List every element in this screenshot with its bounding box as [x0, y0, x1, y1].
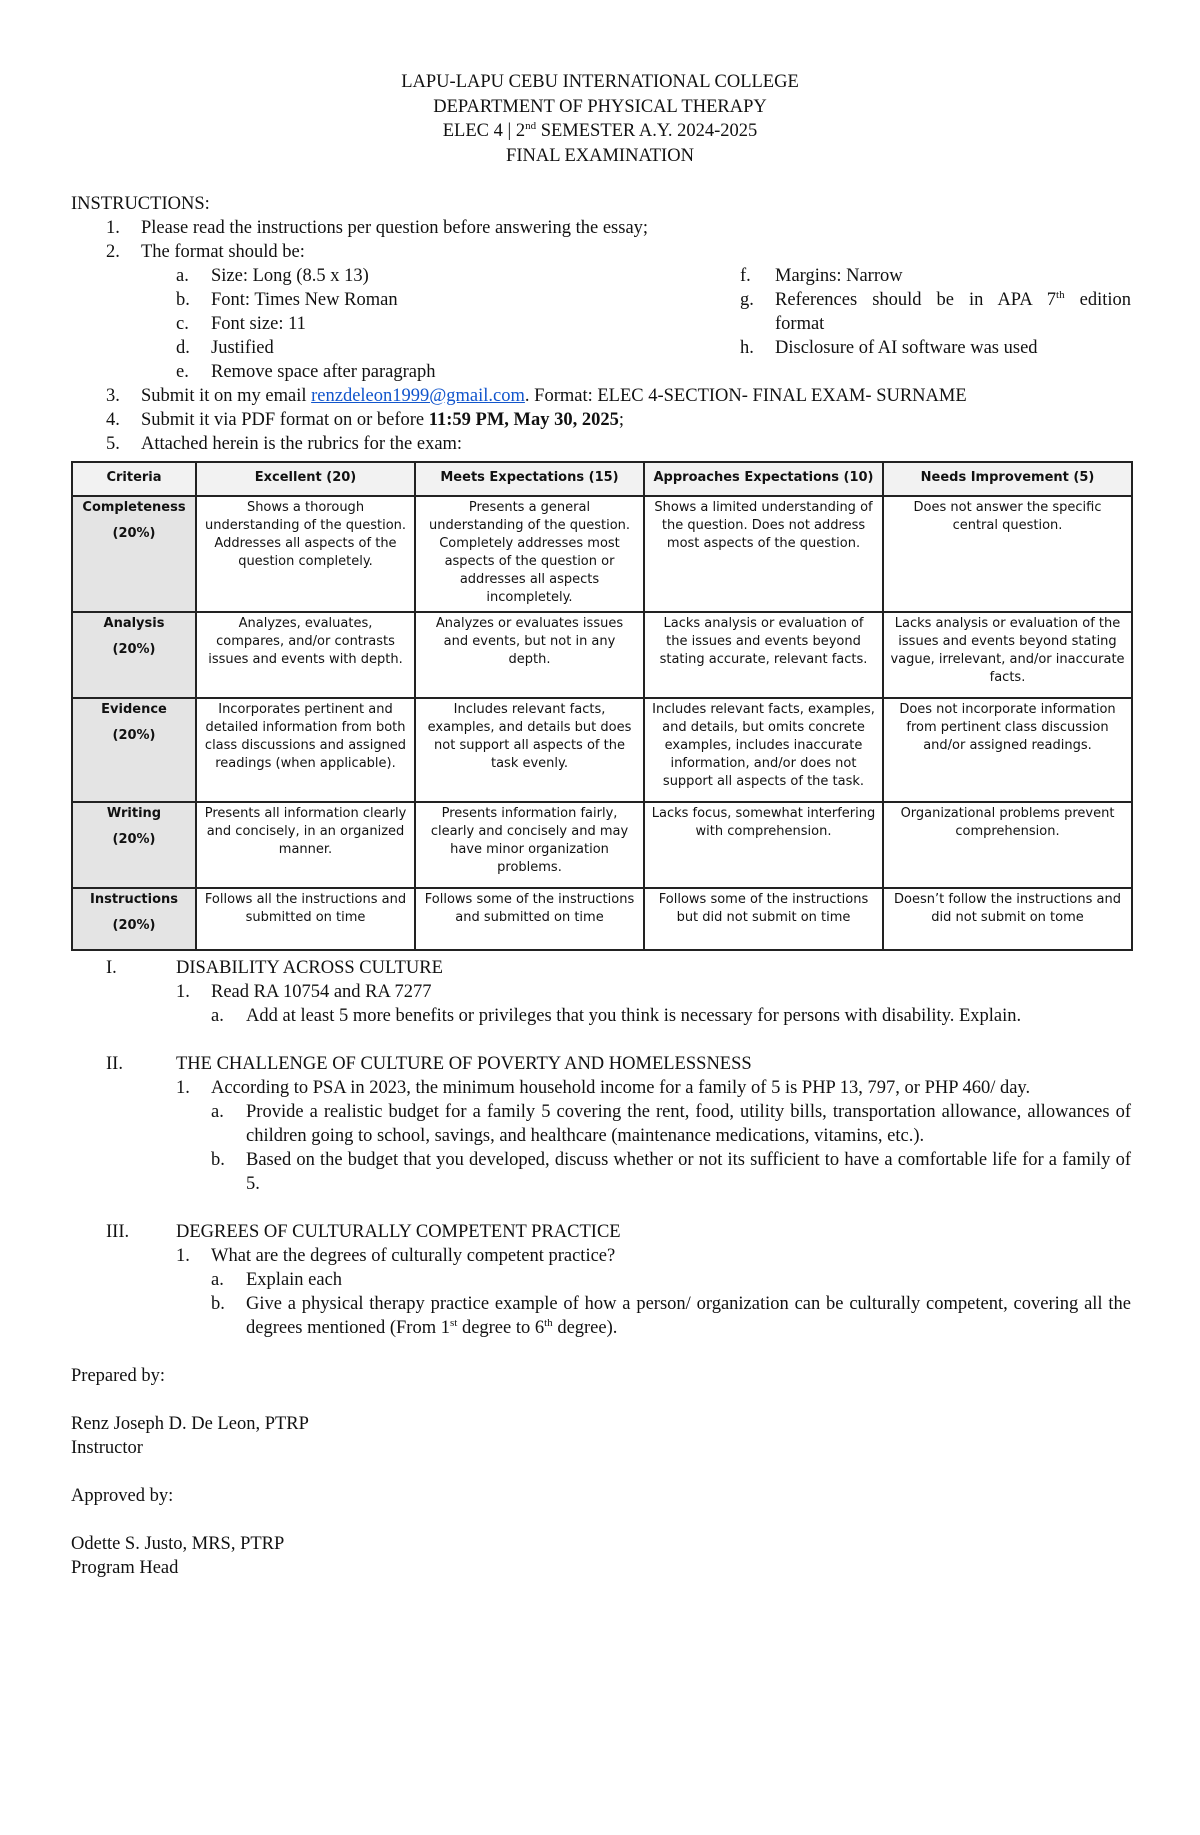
rubric-row-evidence	[72, 698, 1132, 802]
list-marker: 1.	[176, 982, 190, 1002]
section-3-question-1a: Explain each	[246, 1270, 343, 1290]
rubric-row-analysis	[72, 612, 1132, 698]
instructions-title: INSTRUCTIONS:	[71, 194, 210, 214]
rubric-row-completeness	[72, 496, 1132, 612]
list-marker: b.	[211, 1294, 225, 1314]
rubric-cell: Incorporates pertinent and detailed information from both class discussions and assigned readings (when applicable).	[196, 698, 415, 802]
rubric-criteria-cell: Writing (20%)	[72, 802, 196, 888]
list-marker: 1.	[176, 1246, 190, 1266]
rubric-cell: Includes relevant facts, examples, and details, but omits concrete examples, includes inaccurate information, and/or does not support all aspects of the task.	[644, 698, 883, 802]
rubric-criteria-cell: Analysis (20%)	[72, 612, 196, 698]
instruction-item-1: Please read the instructions per question before answering the essay;	[141, 218, 649, 238]
rubric-cell: Shows a thorough understanding of the question. Addresses all aspects of the question completely.	[196, 496, 415, 612]
rubric-criteria-cell: Instructions (20%)	[72, 888, 196, 950]
rubric-cell: Analyzes, evaluates, compares, and/or contrasts issues and events with depth.	[196, 612, 415, 698]
instruction-item-3: Submit it on my email renzdeleon1999@gmail.com. Format: ELEC 4-SECTION- FINAL EXAM- SURNAME	[141, 386, 967, 406]
rubric-cell: Organizational problems prevent comprehension.	[883, 802, 1132, 888]
section-numeral: II.	[106, 1054, 123, 1074]
format-ai-disclosure: Disclosure of AI software was used	[775, 338, 1038, 358]
rubric-criteria-cell: Evidence (20%)	[72, 698, 196, 802]
rubric-cell: Analyzes or evaluates issues and events, but not in any depth.	[415, 612, 644, 698]
rubric-header-cell: Needs Improvement (5)	[883, 462, 1132, 496]
deadline: 11:59 PM, May 30, 2025	[428, 410, 619, 430]
section-2-question-1: According to PSA in 2023, the minimum household income for a family of 5 is PHP 13, 797, or PHP 460/ day.	[211, 1078, 1031, 1098]
list-marker: 5.	[106, 434, 120, 454]
instruction-item-5: Attached herein is the rubrics for the exam:	[141, 434, 463, 454]
rubric-cell: Doesn’t follow the instructions and did not submit on tome	[883, 888, 1132, 950]
college-name: LAPU-LAPU CEBU INTERNATIONAL COLLEGE	[401, 72, 799, 92]
format-references-line2: format	[775, 314, 825, 334]
rubric-cell: Presents a general understanding of the question. Completely addresses most aspects of the question or addresses all aspects incompletely.	[415, 496, 644, 612]
list-marker: g.	[740, 290, 754, 310]
department-name: DEPARTMENT OF PHYSICAL THERAPY	[433, 96, 767, 117]
section-3-question-1b: Give a physical therapy practice example of how a person/ organization can be culturally competent, covering all the degrees mentioned (From 1st degree to 6th degree).	[246, 1294, 1131, 1338]
section-1-question-1: Read RA 10754 and RA 7277	[211, 982, 432, 1002]
course-line: ELEC 4 | 2nd SEMESTER A.Y. 2024-2025	[442, 120, 758, 141]
rubric-cell: Lacks focus, somewhat interfering with comprehension.	[644, 802, 883, 888]
list-marker: 2.	[106, 242, 120, 262]
prepared-by-label: Prepared by:	[71, 1366, 166, 1386]
rubric-cell: Presents all information clearly and concisely, in an organized manner.	[196, 802, 415, 888]
rubric-header-cell: Approaches Expectations (10)	[644, 462, 883, 496]
format-references: References should be in APA 7th edition	[775, 289, 1131, 310]
list-marker: h.	[740, 338, 754, 358]
rubric-header-cell: Criteria	[72, 462, 196, 496]
exam-title: FINAL EXAMINATION	[506, 145, 694, 166]
list-marker: e.	[176, 362, 189, 382]
list-marker: 1.	[176, 1078, 190, 1098]
list-marker: f.	[740, 266, 751, 286]
rubric-cell: Lacks analysis or evaluation of the issues and events beyond stating accurate, relevant facts.	[644, 612, 883, 698]
section-numeral: I.	[106, 958, 117, 978]
section-numeral: III.	[106, 1222, 130, 1242]
list-marker: b.	[211, 1150, 225, 1170]
rubric-cell: Does not answer the specific central question.	[883, 496, 1132, 612]
format-font-size: Font size: 11	[211, 314, 306, 334]
rubric-cell: Includes relevant facts, examples, and details but does not support all aspects of the task evenly.	[415, 698, 644, 802]
rubric-header-cell: Excellent (20)	[196, 462, 415, 496]
section-2-question-1a: Provide a realistic budget for a family 5 covering the rent, food, utility bills, transportation allowance, allowances of children going to school, savings, and healthcare (maintenance medications, vitamins, etc.).	[246, 1102, 1131, 1146]
format-justified: Justified	[211, 338, 274, 358]
rubric-table	[71, 461, 1133, 951]
rubric-criteria-cell: Completeness (20%)	[72, 496, 196, 612]
list-marker: b.	[176, 290, 190, 310]
section-1-question-1a: Add at least 5 more benefits or privileges that you think is necessary for persons with disability. Explain.	[246, 1006, 1022, 1026]
list-marker: a.	[211, 1102, 224, 1122]
document-header	[0, 70, 1200, 168]
instruction-item-2: The format should be:	[141, 242, 305, 262]
rubric-header-cell: Meets Expectations (15)	[415, 462, 644, 496]
format-margins: Margins: Narrow	[775, 266, 903, 286]
rubric-cell: Shows a limited understanding of the question. Does not address most aspects of the question.	[644, 496, 883, 612]
list-marker: d.	[176, 338, 190, 358]
rubric-row-instructions	[72, 888, 1132, 950]
list-marker: a.	[211, 1270, 224, 1290]
rubric-row-writing	[72, 802, 1132, 888]
list-marker: 4.	[106, 410, 120, 430]
rubric-cell: Does not incorporate information from pertinent class discussion and/or assigned readings.	[883, 698, 1132, 802]
format-size: Size: Long (8.5 x 13)	[211, 266, 369, 286]
approved-by-label: Approved by:	[71, 1486, 174, 1506]
rubric-cell: Follows all the instructions and submitted on time	[196, 888, 415, 950]
list-marker: a.	[211, 1006, 224, 1026]
list-marker: a.	[176, 266, 189, 286]
email-link[interactable]: renzdeleon1999@gmail.com	[311, 386, 525, 406]
prepared-by-role: Instructor	[71, 1438, 143, 1458]
section-3-question-1: What are the degrees of culturally competent practice?	[211, 1246, 616, 1266]
prepared-by-name: Renz Joseph D. De Leon, PTRP	[71, 1414, 309, 1434]
section-title-2: THE CHALLENGE OF CULTURE OF POVERTY AND HOMELESSNESS	[176, 1054, 752, 1074]
approved-by-role: Program Head	[71, 1558, 179, 1578]
rubric-cell: Follows some of the instructions and submitted on time	[415, 888, 644, 950]
section-title-1: DISABILITY ACROSS CULTURE	[176, 958, 443, 978]
rubric-cell: Lacks analysis or evaluation of the issues and events beyond stating vague, irrelevant, and/or inaccurate facts.	[883, 612, 1132, 698]
list-marker: 3.	[106, 386, 120, 406]
format-spacing: Remove space after paragraph	[211, 362, 436, 382]
section-title-3: DEGREES OF CULTURALLY COMPETENT PRACTICE	[176, 1222, 621, 1242]
approved-by-name: Odette S. Justo, MRS, PTRP	[71, 1534, 285, 1554]
section-2-question-1b: Based on the budget that you developed, discuss whether or not its sufficient to have a comfortable life for a family of 5.	[246, 1150, 1131, 1194]
rubric-header-row	[72, 462, 1132, 496]
rubric-cell: Presents information fairly, clearly and concisely and may have minor organization problems.	[415, 802, 644, 888]
list-marker: 1.	[106, 218, 120, 238]
format-font: Font: Times New Roman	[211, 290, 398, 310]
instruction-item-4: Submit it via PDF format on or before 11:59 PM, May 30, 2025;	[141, 410, 625, 430]
list-marker: c.	[176, 314, 189, 334]
rubric-cell: Follows some of the instructions but did not submit on time	[644, 888, 883, 950]
